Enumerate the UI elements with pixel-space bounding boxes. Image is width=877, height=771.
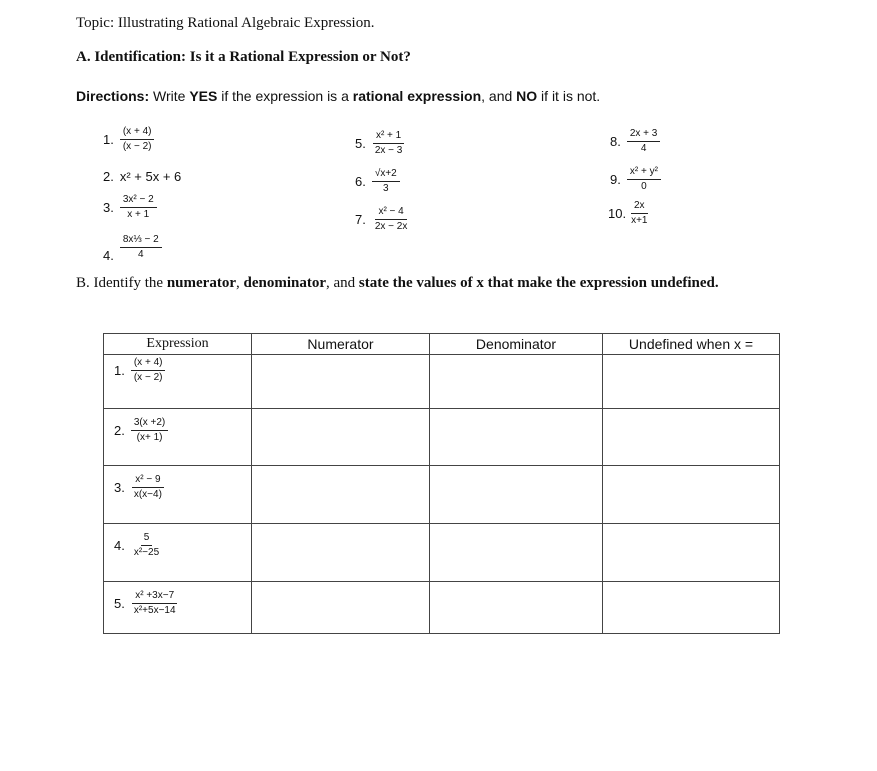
item-number: 10.	[608, 206, 627, 221]
fraction-denominator: (x+ 1)	[136, 432, 163, 443]
fraction-denominator: x+1	[631, 215, 648, 226]
fraction-numerator: 3x² − 2	[120, 194, 157, 208]
undefined-answer-cell[interactable]	[603, 466, 780, 524]
item-7	[355, 206, 410, 233]
fraction	[627, 128, 661, 155]
row-number: 5.	[114, 596, 125, 611]
fraction-denominator: x(x−4)	[133, 489, 162, 500]
fraction-denominator: 0	[641, 181, 647, 192]
fraction	[131, 417, 168, 444]
item-number: 3.	[103, 200, 114, 215]
table-row	[104, 524, 780, 582]
fraction	[372, 168, 400, 195]
directions-text-4: if it is not.	[537, 88, 601, 104]
item-8	[610, 128, 660, 155]
item-10	[608, 200, 650, 227]
row-number: 2.	[114, 423, 125, 438]
expression-cell	[104, 466, 252, 524]
directions-label: Directions:	[76, 88, 150, 104]
directions-text-2: if the expression is a	[217, 88, 353, 104]
fraction-denominator: 4	[137, 249, 144, 260]
numerator-answer-cell[interactable]	[252, 409, 430, 466]
fraction-denominator: 2x − 3	[374, 145, 403, 156]
fraction	[628, 200, 650, 227]
fraction-numerator: 2x + 3	[627, 128, 661, 142]
worksheet-topic: Topic: Illustrating Rational Algebraic Expression.	[76, 15, 375, 31]
numerator-answer-cell[interactable]	[252, 355, 430, 409]
denominator-answer-cell[interactable]	[430, 524, 603, 582]
fraction	[131, 474, 165, 501]
fraction	[372, 130, 406, 157]
fraction-denominator: x²+5x−14	[133, 605, 176, 616]
undefined-answer-cell[interactable]	[603, 409, 780, 466]
section-b-instructions	[76, 272, 796, 294]
fraction-numerator: x² + y²	[627, 166, 661, 180]
item-5	[355, 130, 405, 157]
section-b-state: state the values of x that make the expression undefined.	[358, 275, 719, 291]
item-number: 9.	[610, 172, 621, 187]
item-6	[355, 168, 400, 195]
denominator-answer-cell[interactable]	[430, 466, 603, 524]
fraction-numerator: (x + 4)	[120, 126, 155, 140]
item-number: 4.	[103, 248, 114, 263]
fraction-denominator: x²−25	[133, 547, 160, 558]
directions-no: NO	[516, 88, 538, 104]
table-row	[104, 355, 780, 409]
undefined-answer-cell[interactable]	[603, 582, 780, 634]
numerator-answer-cell[interactable]	[252, 582, 430, 634]
expression-cell	[104, 524, 252, 582]
row-number: 4.	[114, 538, 125, 553]
item-9	[610, 166, 661, 193]
fraction-numerator: 2x	[631, 200, 648, 214]
item-number: 5.	[355, 136, 366, 151]
section-b-numerator: numerator	[166, 275, 236, 291]
row-number: 3.	[114, 480, 125, 495]
denominator-answer-cell[interactable]	[430, 355, 603, 409]
fraction-numerator: (x + 4)	[131, 357, 166, 371]
fraction-numerator: 3(x +2)	[131, 417, 168, 431]
item-number: 8.	[610, 134, 621, 149]
fraction	[372, 206, 411, 233]
fraction	[131, 357, 166, 384]
fraction-numerator: 8x⅓ − 2	[120, 234, 162, 248]
directions-yes: YES	[189, 88, 218, 104]
fraction-denominator: 2x − 2x	[374, 221, 408, 232]
item-4	[103, 232, 162, 263]
fraction-numerator: x² +3x−7	[132, 590, 177, 604]
header-undefined-when: Undefined when x =	[603, 334, 780, 355]
fraction	[627, 166, 661, 193]
table-row	[104, 466, 780, 524]
table-header-row	[104, 334, 780, 355]
table-row	[104, 409, 780, 466]
expression: x² + 5x + 6	[119, 169, 182, 184]
fraction	[120, 194, 157, 221]
fraction-denominator: x + 1	[127, 209, 150, 220]
item-1	[103, 126, 154, 153]
undefined-answer-cell[interactable]	[603, 355, 780, 409]
fraction-numerator: x² − 9	[132, 474, 163, 488]
fraction	[120, 234, 162, 261]
item-number: 7.	[355, 212, 366, 227]
fraction	[131, 590, 179, 617]
fraction	[131, 532, 162, 559]
directions-text-3: , and	[481, 88, 517, 104]
expression-cell	[104, 355, 252, 409]
section-b-text-1: B. Identify the	[76, 275, 167, 291]
undefined-answer-cell[interactable]	[603, 524, 780, 582]
fraction	[120, 126, 155, 153]
header-numerator: Numerator	[252, 334, 430, 355]
fraction-numerator: x² − 4	[375, 206, 406, 220]
directions	[76, 88, 600, 106]
fraction-denominator: (x − 2)	[133, 372, 163, 383]
section-b-denominator: denominator	[243, 275, 326, 291]
item-number: 6.	[355, 174, 366, 189]
expression-cell	[104, 409, 252, 466]
numerator-answer-cell[interactable]	[252, 466, 430, 524]
fraction-denominator: (x − 2)	[122, 141, 152, 152]
row-number: 1.	[114, 363, 125, 378]
directions-rational: rational expression	[352, 88, 482, 104]
section-b-text-2: ,	[235, 275, 244, 291]
denominator-answer-cell[interactable]	[430, 409, 603, 466]
header-expression: Expression	[104, 334, 252, 355]
directions-text-1: Write	[149, 88, 190, 104]
expression-cell	[104, 582, 252, 634]
fraction-numerator: √x+2	[372, 168, 400, 182]
section-b-text-3: , and	[325, 275, 359, 291]
fraction-numerator: x² + 1	[373, 130, 404, 144]
item-3	[103, 194, 157, 221]
item-number: 1.	[103, 132, 114, 147]
item-2	[103, 169, 181, 184]
answer-table	[103, 333, 780, 634]
header-denominator: Denominator	[430, 334, 603, 355]
fraction-denominator: 4	[640, 143, 647, 154]
fraction-numerator: 5	[141, 532, 153, 546]
numerator-answer-cell[interactable]	[252, 524, 430, 582]
denominator-answer-cell[interactable]	[430, 582, 603, 634]
table-row	[104, 582, 780, 634]
item-number: 2.	[103, 169, 114, 184]
fraction-denominator: 3	[383, 183, 389, 194]
section-a-title: A. Identification: Is it a Rational Expression or Not?	[76, 49, 411, 65]
